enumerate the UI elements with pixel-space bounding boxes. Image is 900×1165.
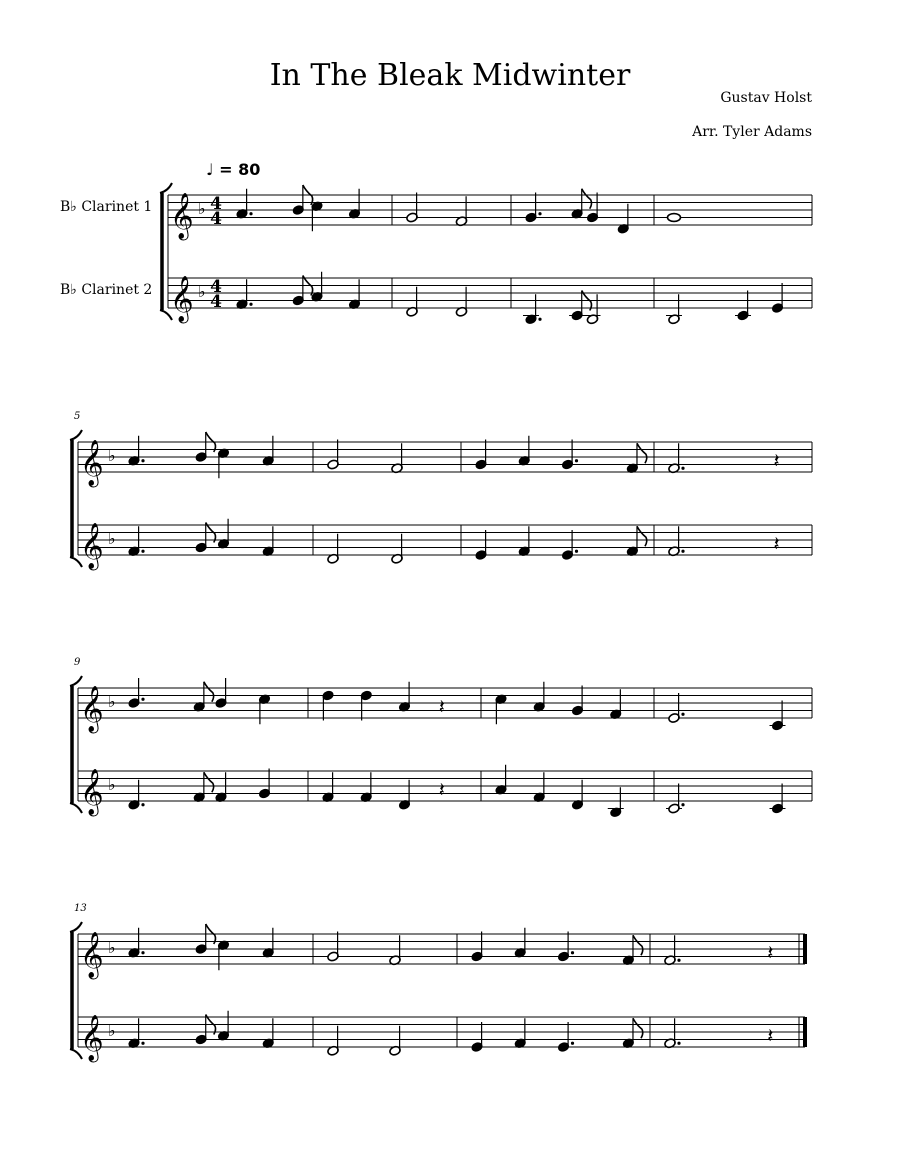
note-flag xyxy=(633,935,643,955)
note-flag xyxy=(582,189,592,209)
quarter-rest-icon: 𝄽 xyxy=(773,448,780,473)
augmentation-dot xyxy=(681,467,684,470)
key-signature-flat-icon: ♭ xyxy=(198,282,206,301)
note-flag xyxy=(637,443,647,463)
treble-clef-icon: 𝄞 xyxy=(80,932,104,978)
score-title: In The Bleak Midwinter xyxy=(269,58,631,93)
augmentation-dot xyxy=(677,959,680,962)
key-signature-flat-icon: ♭ xyxy=(108,938,116,957)
augmentation-dot xyxy=(141,459,144,462)
system-bracket-top-hook xyxy=(160,183,172,193)
augmentation-dot xyxy=(538,212,541,215)
treble-clef-icon: 𝄞 xyxy=(80,440,104,486)
key-signature-flat-icon: ♭ xyxy=(198,199,206,218)
time-signature-denominator: 4 xyxy=(210,209,222,229)
tempo-value: = 80 xyxy=(219,160,261,179)
instrument-label-clarinet-2: B♭ Clarinet 2 xyxy=(60,282,153,298)
quarter-rest-icon: 𝄽 xyxy=(767,940,774,965)
key-signature-flat-icon: ♭ xyxy=(108,1021,116,1040)
system-bracket-top-hook xyxy=(70,922,82,932)
quarter-note-icon: ♩ xyxy=(206,160,214,179)
augmentation-dot xyxy=(575,550,578,553)
quarter-rest-icon: 𝄽 xyxy=(773,531,780,556)
time-signature-denominator: 4 xyxy=(210,292,222,312)
quarter-rest-icon: 𝄽 xyxy=(438,777,445,802)
augmentation-dot xyxy=(141,803,144,806)
augmentation-dot xyxy=(141,698,144,701)
augmentation-dot xyxy=(249,212,252,215)
system-bracket-top-hook xyxy=(70,676,82,686)
time-signature-numerator: 4 xyxy=(210,277,222,297)
augmentation-dot xyxy=(681,713,684,716)
quarter-rest-icon: 𝄽 xyxy=(767,1023,774,1048)
composer-credit: Gustav Holst xyxy=(720,90,812,106)
augmentation-dot xyxy=(571,951,574,954)
key-signature-flat-icon: ♭ xyxy=(108,692,116,711)
treble-clef-icon: 𝄞 xyxy=(80,686,104,732)
note-flag xyxy=(204,682,214,702)
treble-clef-icon: 𝄞 xyxy=(170,193,194,239)
note-flag xyxy=(204,772,214,792)
augmentation-dot xyxy=(538,318,541,321)
augmentation-dot xyxy=(249,303,252,306)
treble-clef-icon: 𝄞 xyxy=(80,523,104,569)
augmentation-dot xyxy=(681,803,684,806)
note-flag xyxy=(633,1018,643,1038)
augmentation-dot xyxy=(141,951,144,954)
quarter-rest-icon: 𝄽 xyxy=(438,694,445,719)
key-signature-flat-icon: ♭ xyxy=(108,529,116,548)
instrument-label-clarinet-1: B♭ Clarinet 1 xyxy=(60,199,153,215)
measure-number-13: 13 xyxy=(74,903,87,914)
measure-number-9: 9 xyxy=(74,657,81,668)
treble-clef-icon: 𝄞 xyxy=(80,769,104,815)
arranger-credit: Arr. Tyler Adams xyxy=(692,124,812,140)
augmentation-dot xyxy=(575,459,578,462)
augmentation-dot xyxy=(141,1042,144,1045)
augmentation-dot xyxy=(681,550,684,553)
augmentation-dot xyxy=(571,1042,574,1045)
key-signature-flat-icon: ♭ xyxy=(108,775,116,794)
augmentation-dot xyxy=(677,1042,680,1045)
time-signature-numerator: 4 xyxy=(210,194,222,214)
measure-number-5: 5 xyxy=(74,411,81,422)
system-bracket-top-hook xyxy=(70,430,82,440)
key-signature-flat-icon: ♭ xyxy=(108,446,116,465)
treble-clef-icon: 𝄞 xyxy=(170,276,194,322)
note-flag xyxy=(637,526,647,546)
note-head xyxy=(668,214,681,222)
augmentation-dot xyxy=(141,550,144,553)
treble-clef-icon: 𝄞 xyxy=(80,1015,104,1061)
